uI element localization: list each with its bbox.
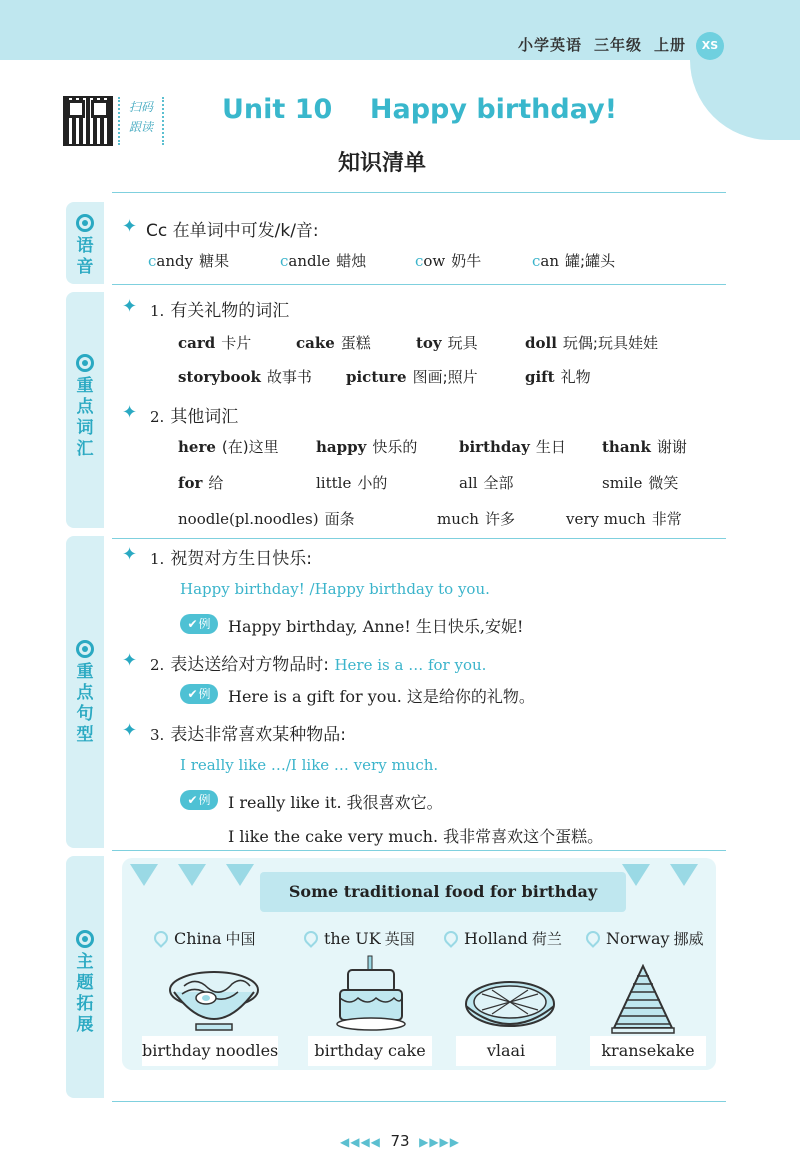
word-cn: 许多 — [484, 510, 515, 528]
target-icon — [76, 640, 94, 658]
divider — [112, 284, 726, 285]
word-item — [178, 436, 279, 457]
word-item — [316, 472, 387, 493]
country-cn: 荷兰 — [531, 930, 562, 948]
tab-vocab — [66, 292, 104, 528]
food-label: vlaai — [456, 1036, 556, 1066]
word-item — [178, 508, 355, 529]
word-item — [525, 332, 658, 353]
word-en: cake — [296, 334, 335, 352]
word-item — [566, 508, 682, 529]
sound-heading: Cc 在单词中可发/k/音: — [146, 221, 319, 241]
location-pin-icon — [151, 928, 171, 948]
right-arrows-icon: ▶▶▶▶ — [419, 1135, 461, 1149]
vocab-heading-1 — [150, 296, 289, 321]
tab-char: 点 — [76, 397, 94, 417]
example-sentence: Here is a gift for you. 这是给你的礼物。 — [228, 687, 535, 706]
word-en: picture — [346, 368, 407, 386]
sentence-heading-2 — [150, 650, 486, 675]
word-cn: 给 — [208, 474, 224, 492]
unit-title: Unit 10 Happy birthday! — [222, 94, 618, 125]
tab-char: 音 — [76, 257, 94, 277]
sentence-pattern: I really like …/I like … very much. — [180, 756, 439, 774]
example-badge: ✔ 例 — [180, 614, 218, 634]
tab-char: 词 — [76, 418, 94, 438]
sentence-heading-3 — [150, 720, 346, 745]
word-cn: 奶牛 — [451, 252, 482, 270]
country-label — [154, 928, 256, 949]
tab-char: 拓 — [76, 994, 94, 1014]
tab-char: 主 — [76, 952, 94, 972]
word-cn: 卡片 — [221, 334, 252, 352]
term-label: 上册 — [654, 36, 687, 54]
country-cn: 英国 — [384, 930, 415, 948]
word-en: very much — [566, 510, 646, 528]
heading-text: 有关礼物的词汇 — [170, 301, 290, 321]
vlaai-pie-icon — [462, 976, 558, 1036]
word-cn: 全部 — [483, 474, 514, 492]
scan-label-line2: 跟读 — [128, 120, 153, 134]
country-label — [444, 928, 562, 949]
grade-label: 三年级 — [594, 36, 643, 54]
food-label: birthday cake — [308, 1036, 432, 1066]
diamond-icon: ✦ — [122, 216, 138, 237]
word-item — [459, 436, 566, 457]
diamond-icon: ✦ — [122, 402, 138, 423]
tab-char: 句 — [76, 704, 94, 724]
word-cn: 微笑 — [648, 474, 679, 492]
heading-text: 表达非常喜欢某种物品: — [170, 725, 347, 745]
example-sentence: Happy birthday, Anne! 生日快乐,安妮! — [228, 617, 524, 636]
item-number: 3. — [150, 726, 165, 744]
country-cn: 中国 — [225, 930, 256, 948]
word-cn: 玩具 — [447, 334, 478, 352]
word-item — [415, 250, 481, 271]
edition-badge: XS — [696, 32, 724, 60]
country-en: China — [174, 929, 222, 948]
page-number-value: 73 — [390, 1132, 410, 1150]
word-item — [178, 332, 251, 353]
word-item — [280, 250, 366, 271]
word-rest: andy — [156, 252, 194, 270]
diamond-icon: ✦ — [122, 650, 138, 671]
bunting-flag — [226, 864, 254, 886]
target-icon — [76, 214, 94, 232]
word-cn: 快乐的 — [372, 438, 418, 456]
location-pin-icon — [301, 928, 321, 948]
theme-title: Some traditional food for birthday — [260, 872, 626, 912]
word-en: smile — [602, 474, 643, 492]
country-en: Norway — [606, 929, 670, 948]
heading-text: 祝贺对方生日快乐: — [170, 549, 313, 569]
book-series — [518, 34, 698, 55]
word-rest: andle — [288, 252, 331, 270]
divider — [112, 850, 726, 851]
tab-char: 点 — [76, 683, 94, 703]
tab-char: 展 — [76, 1015, 94, 1035]
left-arrows-icon: ◀◀◀◀ — [339, 1135, 381, 1149]
tab-char: 汇 — [76, 439, 94, 459]
item-number: 2. — [150, 656, 165, 674]
header-band-gap — [0, 60, 800, 90]
word-cn: 生日 — [535, 438, 566, 456]
word-item — [532, 250, 615, 271]
item-number: 1. — [150, 302, 165, 320]
letter-c: c — [148, 252, 157, 270]
word-rest: ow — [423, 252, 446, 270]
country-label — [586, 928, 704, 949]
location-pin-icon — [441, 928, 461, 948]
word-cn: 故事书 — [266, 368, 312, 386]
food-label: kransekake — [590, 1036, 706, 1066]
word-item — [437, 508, 515, 529]
item-number: 2. — [150, 408, 165, 426]
word-en: little — [316, 474, 352, 492]
word-en: noodle(pl.noodles) — [178, 510, 319, 528]
scan-label — [118, 97, 164, 145]
word-en: here — [178, 438, 216, 456]
heading-text: 其他词汇 — [170, 407, 239, 427]
word-cn: 蛋糕 — [340, 334, 371, 352]
tab-theme — [66, 856, 104, 1098]
tab-char: 型 — [76, 725, 94, 745]
country-cn: 挪威 — [673, 930, 704, 948]
bunting-flag — [622, 864, 650, 886]
word-cn: 非常 — [651, 510, 682, 528]
word-cn: 礼物 — [560, 368, 591, 386]
subject-label: 小学英语 — [518, 36, 583, 54]
word-item — [316, 436, 417, 457]
page-title: 知识清单 — [338, 151, 427, 176]
word-en: all — [459, 474, 478, 492]
word-cn: (在)这里 — [221, 438, 279, 456]
word-en: for — [178, 474, 203, 492]
word-rest: an — [540, 252, 560, 270]
word-item — [459, 472, 514, 493]
word-cn: 谢谢 — [656, 438, 687, 456]
bunting-flag — [130, 864, 158, 886]
word-cn: 面条 — [324, 510, 355, 528]
bunting-flag — [670, 864, 698, 886]
word-en: doll — [525, 334, 557, 352]
target-icon — [76, 354, 94, 372]
tab-sentences — [66, 536, 104, 848]
birthday-cake-icon — [334, 954, 408, 1034]
kransekake-tower-icon — [610, 964, 676, 1036]
scan-label-line1: 扫码 — [128, 100, 153, 114]
word-item — [296, 332, 371, 353]
tab-char: 重 — [76, 376, 94, 396]
example-sentence: I really like it. 我很喜欢它。 — [228, 793, 443, 812]
sentence-pattern: Here is a … for you. — [334, 656, 487, 674]
word-en: toy — [416, 334, 442, 352]
letter-c: c — [532, 252, 541, 270]
word-cn: 糖果 — [199, 252, 230, 270]
item-number: 1. — [150, 550, 165, 568]
example-badge: ✔ 例 — [180, 790, 218, 810]
vocab-heading-2 — [150, 402, 238, 427]
word-en: birthday — [459, 438, 530, 456]
letter-c: c — [280, 252, 289, 270]
location-pin-icon — [583, 928, 603, 948]
word-item — [416, 332, 478, 353]
divider — [112, 538, 726, 539]
word-en: thank — [602, 438, 651, 456]
diamond-icon: ✦ — [122, 296, 138, 317]
page-number — [0, 1132, 800, 1150]
divider — [112, 1101, 726, 1102]
word-en: storybook — [178, 368, 261, 386]
target-icon — [76, 930, 94, 948]
diamond-icon: ✦ — [122, 544, 138, 565]
noodles-bowl-icon — [166, 966, 262, 1032]
example-sentence: I like the cake very much. 我非常喜欢这个蛋糕。 — [228, 827, 604, 846]
word-en: card — [178, 334, 216, 352]
word-en: happy — [316, 438, 367, 456]
divider — [112, 192, 726, 193]
heading-text: 表达送给对方物品时: — [170, 655, 330, 675]
country-en: the UK — [324, 929, 381, 948]
sentence-heading-1 — [150, 544, 312, 569]
bunting-flag — [178, 864, 206, 886]
word-item — [525, 366, 591, 387]
country-label — [304, 928, 415, 949]
letter-c: c — [415, 252, 424, 270]
diamond-icon: ✦ — [122, 720, 138, 741]
example-badge: ✔ 例 — [180, 684, 218, 704]
sentence-pattern: Happy birthday! /Happy birthday to you. — [180, 580, 490, 598]
word-en: much — [437, 510, 479, 528]
qr-code[interactable] — [63, 96, 113, 146]
word-cn: 罐;罐头 — [565, 252, 616, 270]
word-item — [178, 472, 223, 493]
tab-char: 重 — [76, 662, 94, 682]
word-item — [602, 436, 687, 457]
word-item — [148, 250, 229, 271]
word-cn: 图画;照片 — [412, 368, 478, 386]
country-en: Holland — [464, 929, 528, 948]
tab-sound — [66, 202, 104, 284]
word-item — [178, 366, 312, 387]
word-cn: 蜡烛 — [336, 252, 367, 270]
tab-char: 语 — [76, 236, 94, 256]
word-en: gift — [525, 368, 555, 386]
word-cn: 玩偶;玩具娃娃 — [562, 334, 658, 352]
word-item — [602, 472, 678, 493]
word-cn: 小的 — [357, 474, 388, 492]
food-label: birthday noodles — [142, 1036, 278, 1066]
tab-char: 题 — [76, 973, 94, 993]
word-item — [346, 366, 478, 387]
